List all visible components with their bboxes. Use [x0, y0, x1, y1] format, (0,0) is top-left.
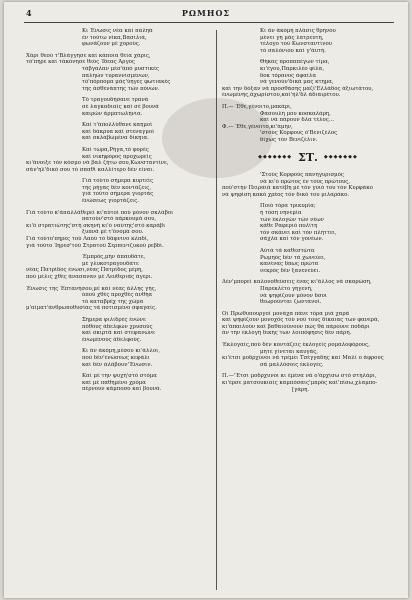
left-column	[26, 28, 211, 393]
text-line: πόθους άδελφών χρυσούς	[82, 323, 153, 330]
text-line: νά ψηφίση κακό χρέος τόν δικό του μιλαράκο.	[222, 191, 350, 198]
text-line: καί την δόξαν νά προσθάσης μαζί'Ελλάδος άξιωτάτου,	[222, 85, 374, 92]
text-line: τάβγαλαν μέσ'άπό μυστικές	[82, 65, 159, 72]
line-gap	[222, 144, 394, 149]
text-line: καί σκιρτά καί στεφανώνε	[82, 330, 155, 337]
text-line: νά γενούν'δικά μας κτήμα,	[260, 79, 334, 86]
text-line: τών έκλογών τών νέων	[260, 216, 324, 223]
text-line: νά κι'ό πρώτος έν τούς πρώτους,	[260, 178, 350, 185]
text-line: κανένας δπως πρώτα	[260, 261, 319, 268]
text-line: Φασουλή μου κοσκαλάρη,	[260, 110, 331, 117]
text-line: [γάρη.	[292, 386, 310, 393]
text-line: Π.— Έθε,γένοιτο,μακάρι,	[222, 103, 292, 110]
text-line: δίχως τόν Βενιζέλιν.	[260, 136, 318, 143]
text-line: τέλογο τού Κωνσταντίνου	[260, 41, 333, 48]
text-line: Κι άν άκόμη,μέσου κι'άλλοι,	[82, 348, 160, 355]
text-line: πού'στήν Πειραιά κατέβη μέ τόν γυιό του τόν Κυρφάκο	[222, 185, 373, 192]
text-line: θεωρούνται ζωντανοί.	[260, 299, 322, 306]
text-line: κάθε Ραφεριό πολίτη	[260, 223, 318, 230]
text-line: καί σκλαβωμένα δίκηια.	[82, 135, 149, 142]
text-line: καί νικηφόρος προχωρείς	[82, 153, 152, 160]
text-line: τό καταβρέχ της χώμα	[82, 298, 144, 305]
text-line: ένωμένης,άχωρίστου,καί'ηλ'δλ άδιαιρέτου.	[222, 92, 341, 99]
column-divider	[216, 30, 217, 590]
text-line: νεκρός δέν ξανενεύει.	[260, 267, 321, 274]
text-line: Ένωσις της Έπτανήσου,μέ καί νέας άλλης γής,	[26, 285, 157, 292]
text-line: Έμπρός,μήν άπαυδάτε,	[82, 254, 146, 261]
text-line: Καί μέ την ψυχή'στό στόμα	[82, 373, 157, 380]
text-line: φωνάζουν μέ χορούς.	[82, 41, 141, 48]
text-line: τό'πόρπομα μάς'ύηγες φωτιακές	[82, 79, 171, 86]
text-line: κι'έγου,Παρκιλέο φίλα,	[260, 65, 325, 72]
text-line: παληών τυραννισμένων,	[82, 72, 150, 79]
text-line: πατούν'στό πάρκουμά σου,	[82, 216, 157, 223]
text-line: καί δέν άλάβουν'Ένωσιν.	[82, 361, 153, 368]
text-line: κι'άπαιλούν καί βαθαιούνουν πώς θά πάρουνε ποδάρι	[222, 323, 370, 330]
page-header	[4, 8, 408, 22]
page-title: ΡΩΜΗΟΣ	[181, 8, 231, 18]
text-line: Γιά τούτο'πήρες τού Λαού τό δάφνινο κλαδί,	[26, 236, 149, 243]
text-line: ή τόση νηνεμία	[260, 209, 302, 216]
text-line: Παρεκλέτο γηγενή,	[260, 285, 313, 292]
text-line: Αύτά τά καθεστώτα	[260, 247, 315, 254]
text-line: καί ψηφίζουν μονοχός τού νού τους δίκαιας των φανερά,	[222, 317, 380, 324]
text-line: Κι Ένωσις νέα καί παληά	[82, 28, 153, 34]
text-line: Θήκας προπαπέγων τίμα,	[260, 59, 330, 66]
text-line: τό σαλόνιου καί γ'άυτή.	[260, 47, 326, 54]
text-line: ένωμένους άδελφούς.	[82, 336, 142, 343]
text-line: γιά τούτο σήμερα γιορτάς	[82, 191, 154, 198]
text-line: 'Στούς Κορφούς πανηγυρισμός	[260, 172, 344, 178]
text-line: πού μέλις χθές άνασαναν μέ Λευθεριάς άγέρι.	[26, 274, 153, 280]
text-line: καί μέ παθημένο χρόμα	[82, 379, 146, 386]
text-line: Έκλογαίς,πού δέν κοντάζεις έκλογείς ρομαλοφόρους,	[222, 342, 370, 349]
text-line: μ'αίματ'άνθρωποθυσίας τά ποτισμένο σφαγαίς.	[26, 305, 157, 312]
text-line: μήτε γίνεται καυγάς,	[260, 348, 318, 355]
text-line: καί νά πάρουν δλα τέλος...	[260, 117, 334, 124]
text-line: Γιά τούτο σήμερα κυρτείς	[82, 178, 154, 185]
text-line: μέ γλυκοτραγουδάτε	[82, 260, 139, 267]
text-line: νέας Πατρίδος ένωσι,νέας Πατρίδος μέρη,	[26, 267, 143, 274]
text-line: άν τήν έκλογή δικής των λοιπόφησις δέν πάρη.	[222, 330, 352, 337]
text-line: Κι άν άκόμη πλάσις θρήνου	[260, 28, 336, 34]
text-line: 'στούς Κόρφους ό'Βενιζέλος	[260, 130, 338, 137]
text-line: πού δέν'ένώσεως κεφάλι	[82, 354, 150, 361]
text-line: τόν σκάνει καί τόν πλήττει,	[260, 229, 337, 236]
text-line: Καί τώρα,Ρήγα,τό φορές	[82, 146, 149, 153]
text-line: σάν'ηλ'δικό σου τό σπαθί καλλίτερο δέν είναι.	[26, 166, 155, 173]
text-line: Καί τ'άπολλύθανε καημοί	[82, 122, 153, 129]
newspaper-page	[4, 2, 408, 598]
header-rule	[24, 22, 394, 23]
text-line: κι'έρσε ματσουκιαίς καμπόσαις'μπρός καί'πίσω,χλαμπο-	[222, 380, 378, 387]
text-line: νά ψηφίζουν μόνον δσοι	[260, 292, 327, 299]
text-line: σέ λαγκαδιαίς καί σέ βουνά	[82, 103, 159, 110]
text-line: Π.—'Έτσι μοδρχυνοι κι έμένα νά ο'άρχίσω στό στηλάρι,	[222, 373, 377, 380]
text-line: κι'άνοιξε τόν κόσμο νά βαλ ζήτω σου,Κωνσταντίνε,	[26, 160, 169, 167]
page-number: 4	[26, 8, 32, 18]
text-line: καιρών άρματωλήνια.	[82, 110, 143, 117]
text-line: ένώσεως γιορτάζεις.	[82, 198, 139, 205]
text-line: Δέν'μπορεί καλονοθεύσεις ένας κι'άλλος νά σκαρώση,	[222, 279, 372, 286]
text-line: Φ.— Έθε,γένοιτο,κι'άμήν,	[222, 123, 293, 130]
text-line: της ρήγας δέν κοντάζεις,	[82, 184, 152, 191]
text-line: γιά τούτο Ίηρεσ'τού Στρατού Σερπεντζυκού ρεβδί.	[26, 242, 164, 249]
text-line: Σήμερα φιλιδρές ένώνε	[82, 316, 146, 323]
text-line: καί δάκρυα καί στεναγμοί	[82, 128, 155, 135]
text-line: Γιά τούτο κ'άπαλλάθερεί κι'αύτοί πού μόνον σκλάβοι	[26, 209, 174, 216]
text-line: όπού χθές προχθές άνθήα	[82, 292, 153, 299]
text-line: Ρωμηός δέν τά χωνεύει,	[260, 254, 326, 261]
right-column	[222, 28, 394, 393]
text-line: έν τούτω νίκα,Βασιλιά,	[82, 34, 147, 41]
text-line: κι'έτσι μοδρχυνοι νά τρέμει Τσέγγαδης καί Μαλί ο άφρους	[222, 355, 384, 362]
text-line: Χάρι θεού τ'Βλάγγησε καί κάποια θεία χάρις,	[26, 52, 151, 59]
text-line: μένει γή μάς λατρευτή,	[260, 34, 324, 41]
text-line: Τό τραγουδήσανε τρανά	[82, 97, 149, 104]
text-line: Ποιό τόρα τρικυμία;	[260, 203, 316, 210]
text-line: δοκ τόρανος άφαίλα	[260, 72, 317, 79]
text-line: Οί Πρωθυπουργοί μονάχα πάνε τόρα μιά χαρά	[222, 310, 350, 317]
text-line: ξυπνά μέ τ'όνομά σου.	[82, 229, 144, 236]
text-line: πέρνουν κάμποσο καί βουνά.	[82, 386, 162, 393]
text-line: της άσθενάπτης τών πόνων.	[82, 85, 160, 92]
text-line: σάχλα καί τόν γονέων.	[260, 236, 324, 243]
text-line: τό'πήρε καί τάκόνησε θεός Ίδεας Άργος	[26, 59, 135, 66]
section-heading: ◆◆◆◆◆◆◆ ΣΤ. ◆◆◆◆◆◆◆	[222, 151, 394, 165]
text-line: σά μαλλόσοις έκλογές.	[260, 361, 324, 368]
text-line: κι'ό στρατιώτης'στή σκηνή κι'ό ναύτης'στό καράβι	[26, 222, 166, 229]
